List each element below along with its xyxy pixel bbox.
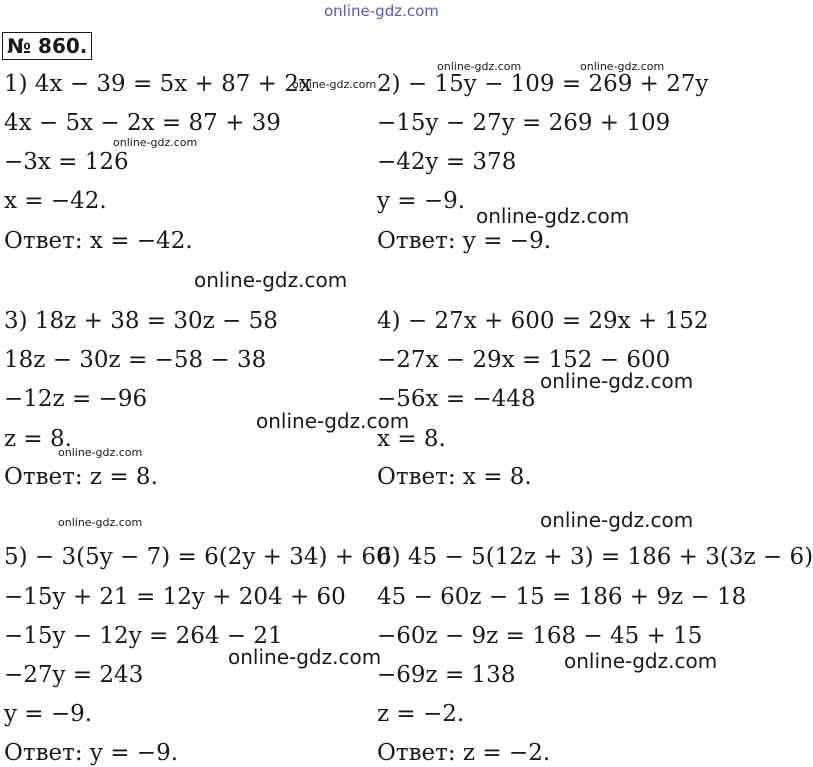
problem-5-line-2: −15y + 21 = 12y + 204 + 60 xyxy=(4,584,346,610)
problem-6-line-4: −69z = 138 xyxy=(377,662,516,688)
site-header[interactable]: online-gdz.com xyxy=(324,2,439,20)
watermark: online-gdz.com xyxy=(228,645,382,669)
watermark: online-gdz.com xyxy=(58,446,143,459)
problem-3-line-1: 3) 18z + 38 = 30z − 58 xyxy=(4,308,278,334)
watermark: online-gdz.com xyxy=(564,649,718,673)
problem-3-line-3: −12z = −96 xyxy=(4,386,148,412)
problem-6-line-1: 6) 45 − 5(12z + 3) = 186 + 3(3z − 6) xyxy=(377,544,813,570)
problem-5-answer: Ответ: y = −9. xyxy=(4,740,179,766)
problem-5-line-4: −27y = 243 xyxy=(4,662,144,688)
watermark: online-gdz.com xyxy=(540,508,694,532)
problem-4-line-4: x = 8. xyxy=(377,426,446,452)
problem-2-line-1: 2) − 15y − 109 = 269 + 27y xyxy=(377,71,709,97)
problem-4-line-2: −27x − 29x = 152 − 600 xyxy=(377,347,671,373)
problem-5-line-3: −15y − 12y = 264 − 21 xyxy=(4,623,283,649)
problem-2-line-4: y = −9. xyxy=(377,188,466,214)
problem-6-line-3: −60z − 9z = 168 − 45 + 15 xyxy=(377,623,703,649)
problem-2-line-3: −42y = 378 xyxy=(377,149,517,175)
problem-4-answer: Ответ: x = 8. xyxy=(377,464,532,490)
watermark: online-gdz.com xyxy=(580,60,665,73)
watermark: online-gdz.com xyxy=(476,204,630,228)
watermark: online-gdz.com xyxy=(113,136,198,149)
problem-3-answer: Ответ: z = 8. xyxy=(4,464,158,490)
problem-4-line-3: −56x = −448 xyxy=(377,386,536,412)
problem-4-line-1: 4) − 27x + 600 = 29x + 152 xyxy=(377,308,709,334)
problem-6-line-5: z = −2. xyxy=(377,701,465,727)
problem-2-line-2: −15y − 27y = 269 + 109 xyxy=(377,110,671,136)
watermark: online-gdz.com xyxy=(58,516,143,529)
watermark: online-gdz.com xyxy=(194,268,348,292)
problem-3-line-4: z = 8. xyxy=(4,426,72,452)
problem-3-line-2: 18z − 30z = −58 − 38 xyxy=(4,347,267,373)
problem-2-answer: Ответ: y = −9. xyxy=(377,228,552,254)
watermark: online-gdz.com xyxy=(540,369,694,393)
problem-5-line-1: 5) − 3(5y − 7) = 6(2y + 34) + 60 xyxy=(4,544,391,570)
problem-1-line-3: −3x = 126 xyxy=(4,149,129,175)
problem-1-line-2: 4x − 5x − 2x = 87 + 39 xyxy=(4,110,281,136)
problem-6-line-2: 45 − 60z − 15 = 186 + 9z − 18 xyxy=(377,584,747,610)
problem-6-answer: Ответ: z = −2. xyxy=(377,740,551,766)
problem-1-line-1: 1) 4x − 39 = 5x + 87 + 2x xyxy=(4,71,312,97)
watermark: online-gdz.com xyxy=(256,409,410,433)
exercise-number: № 860. xyxy=(2,32,92,60)
problem-5-line-5: y = −9. xyxy=(4,701,93,727)
watermark: online-gdz.com xyxy=(437,60,522,73)
problem-1-line-4: x = −42. xyxy=(4,188,107,214)
watermark: online-gdz.com xyxy=(292,78,377,91)
problem-1-answer: Ответ: x = −42. xyxy=(4,228,193,254)
